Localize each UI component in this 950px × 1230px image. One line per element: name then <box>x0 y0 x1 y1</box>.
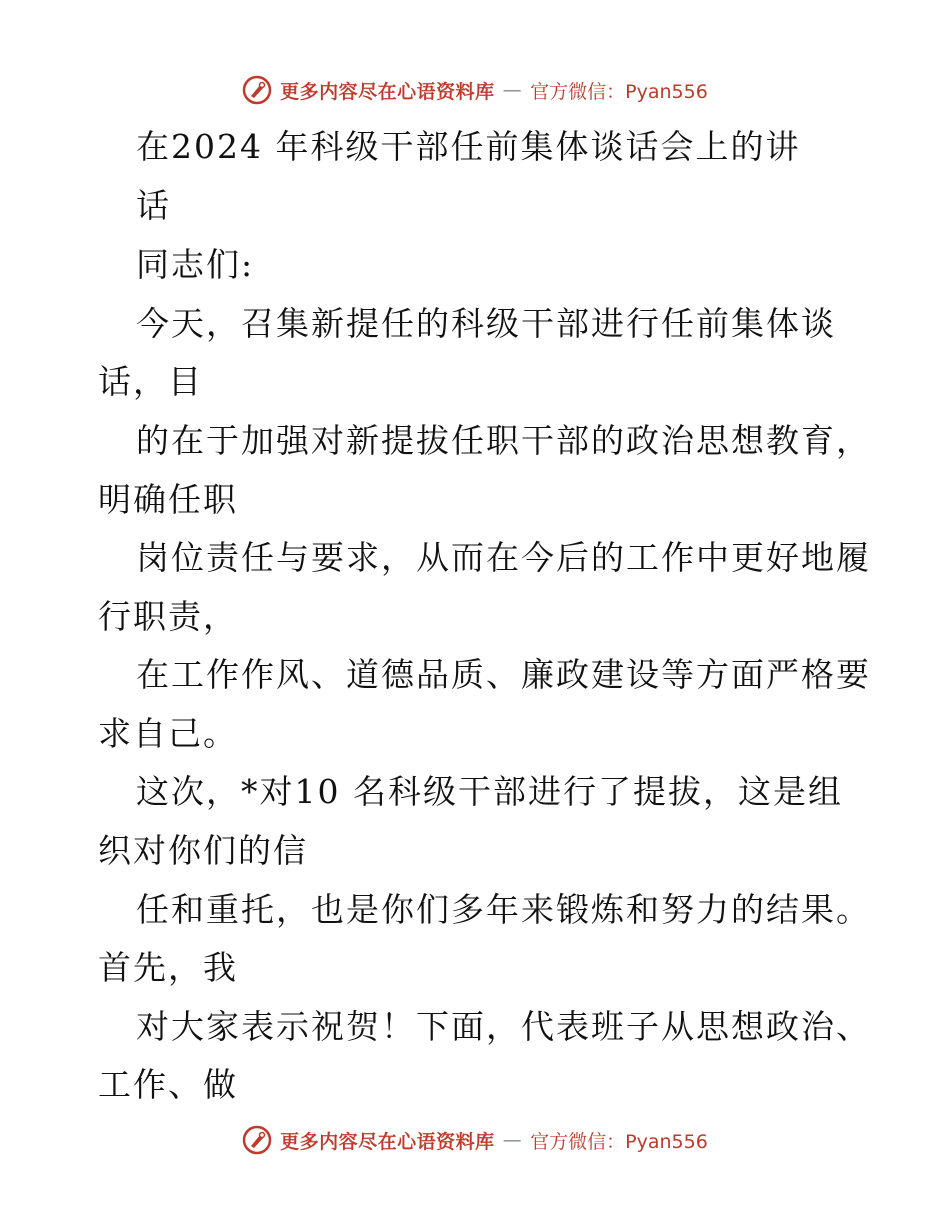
salutation: 同志们: <box>136 245 255 284</box>
watermark-dash: — <box>502 79 523 101</box>
paragraph-line: 今天，召集新提任的科级干部进行任前集体谈 <box>136 304 836 343</box>
watermark-dash: — <box>502 1129 523 1151</box>
watermark-contact-text: 官方微信：Pyan556 <box>530 1130 708 1153</box>
paragraph-line: 在工作作风、道德品质、廉政建设等方面严格要 <box>136 655 871 694</box>
paragraph-line: 对大家表示祝贺！下面，代表班子从思想政治、 <box>136 1007 871 1046</box>
paragraph-line: 的在于加强对新提拔任职干部的政治思想教育， <box>136 421 871 460</box>
document-title-line-2: 话 <box>136 186 171 225</box>
watermark-brand-text: 更多内容尽在心语资料库 <box>280 80 495 103</box>
paragraph-line: 明确任职 <box>98 480 238 519</box>
paragraph-line: 话，目 <box>98 362 203 401</box>
paragraph-line: 求自己。 <box>98 714 238 753</box>
paragraph-line: 行职责， <box>98 597 238 636</box>
paragraph-line: 任和重托，也是你们多年来锻炼和努力的结果。 <box>136 890 871 929</box>
paragraph-line: 岗位责任与要求，从而在今后的工作中更好地履 <box>136 538 871 577</box>
document-title-line-1: 在2024 年科级干部任前集体谈话会上的讲 <box>136 127 801 166</box>
watermark-brand-text: 更多内容尽在心语资料库 <box>280 1130 495 1153</box>
paragraph-line: 这次，*对10 名科级干部进行了提拔，这是组 <box>136 772 843 811</box>
paragraph-line: 工作、做 <box>98 1065 238 1104</box>
header-watermark <box>0 70 950 110</box>
footer-watermark <box>0 1120 950 1160</box>
paragraph-line: 织对你们的信 <box>98 831 308 870</box>
pen-logo-icon <box>242 75 272 105</box>
paragraph-line: 首先，我 <box>98 948 238 987</box>
pen-logo-icon <box>242 1125 272 1155</box>
watermark-contact-text: 官方微信：Pyan556 <box>530 80 708 103</box>
